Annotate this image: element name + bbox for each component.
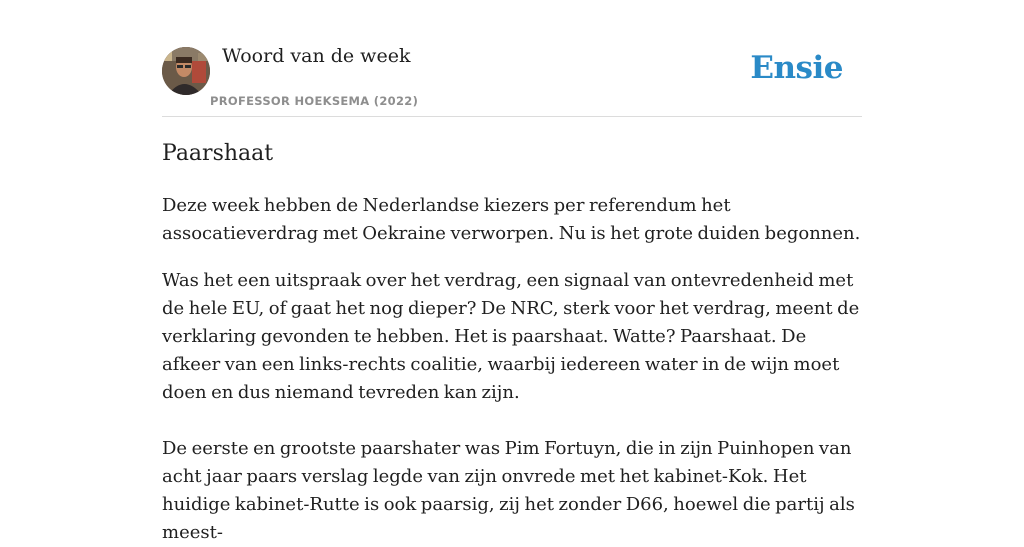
article-body [162,192,862,547]
article-title: Paarshaat [162,141,274,166]
article-paragraph: De eerste en grootste paarshater was Pim Fortuyn, die in zijn Puinhopen van acht jaar paars verslag legde van zijn onvrede met het kabinet-Kok. Het huidige kabinet-Rutte is ook paarsig, zij het zonder D66, hoewel die partij als meest- [162,438,855,543]
author-photo-icon [162,47,210,95]
article-paragraph: Was het een uitspraak over het verdrag, een signaal van ontevredenheid met de hele EU, of gaat het nog dieper? De NRC, sterk voor het verdrag, meent de verklaring gevonden te hebben. Het is paarshaat. Watte? Paarshaat. De afkeer van een links-rechts coalitie, waarbij iedereen water in de wijn moet doen en dus niemand tevreden kan zijn. [162,270,860,403]
author-name[interactable]: PROFESSOR HOEKSEMA (2022) [210,94,419,108]
article-paragraph: Deze week hebben de Nederlandse kiezers per referendum het assocatieverdrag met Oekraine verworpen. Nu is het grote duiden begonnen. [162,195,861,244]
article-page [162,0,862,543]
avatar[interactable] [162,47,210,95]
article-header [162,0,862,117]
brand-logo[interactable]: Ensie [750,50,843,86]
series-title[interactable]: Woord van de week [222,45,411,67]
